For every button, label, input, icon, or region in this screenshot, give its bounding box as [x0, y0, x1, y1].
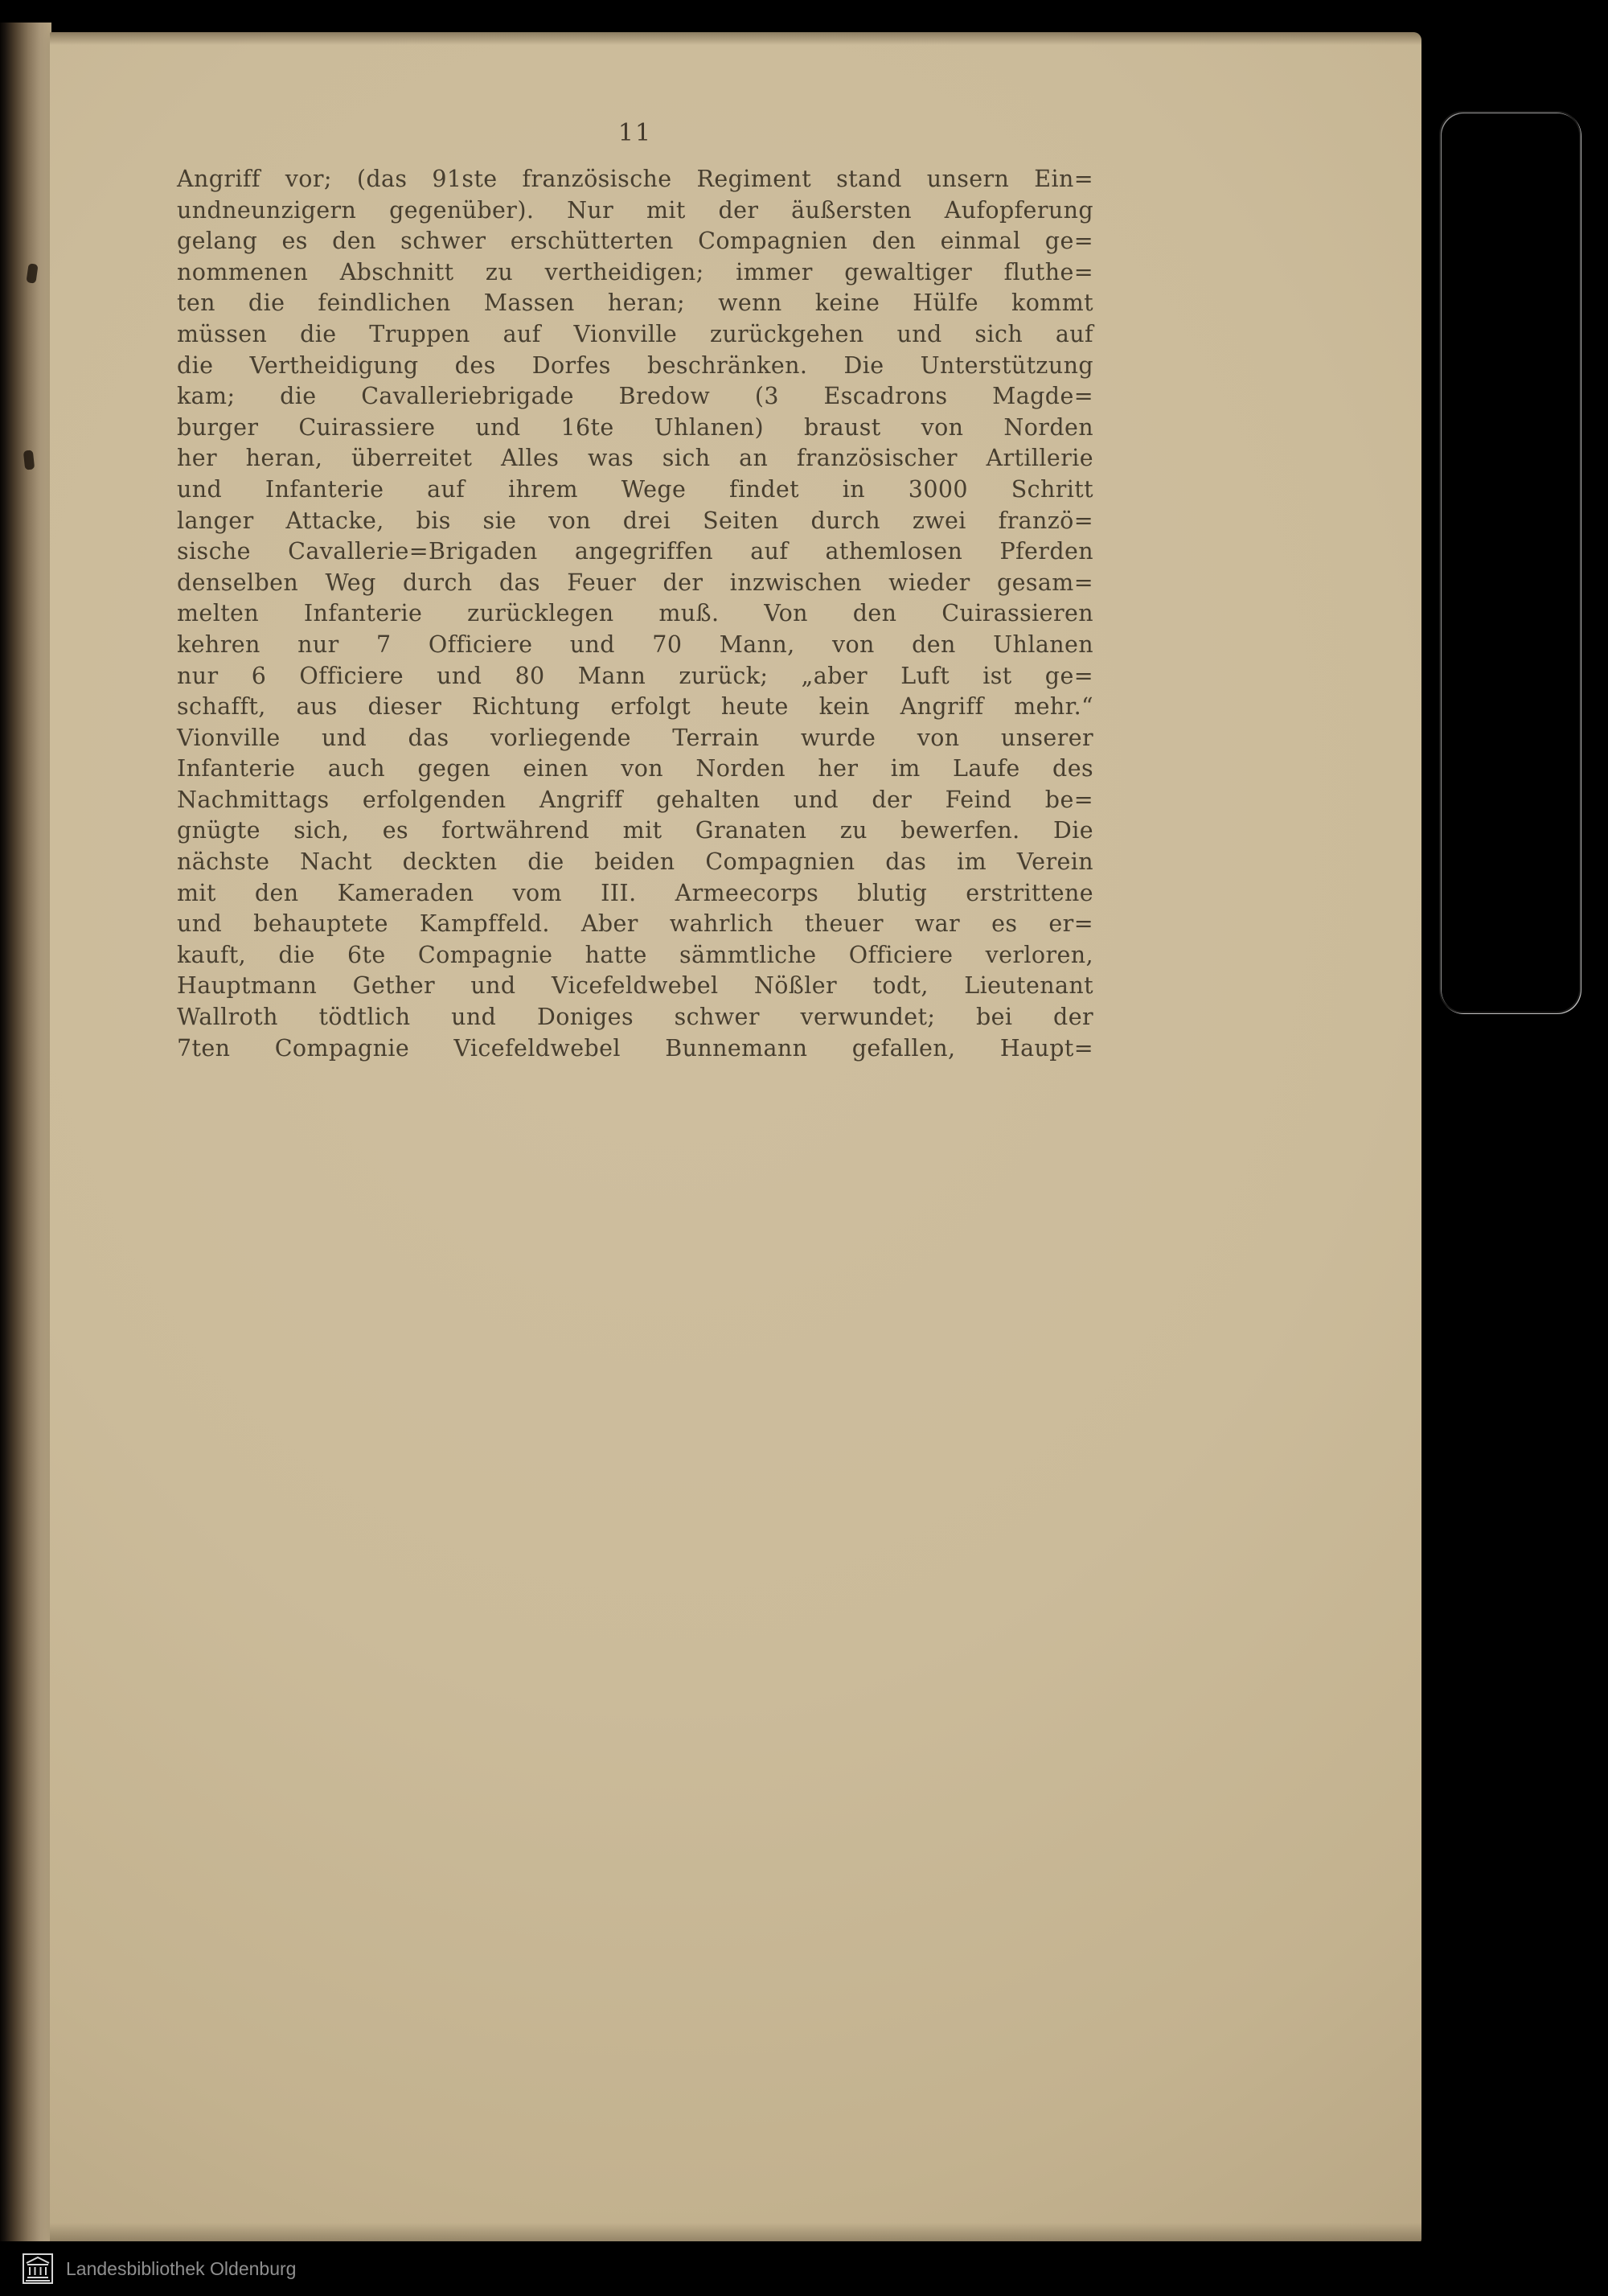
text-line: Vionville und das vorliegende Terrain wurde von unserer — [177, 724, 1093, 751]
text-line: ten die feindlichen Massen heran; wenn keine Hülfe kommt — [177, 290, 1093, 317]
text-line: nächste Nacht deckten die beiden Compagnien das im Verein — [177, 848, 1093, 876]
watermark-bar — [0, 2241, 1608, 2296]
text-line: denselben Weg durch das Feuer der inzwischen wieder gesam= — [177, 569, 1093, 596]
page-number: 11 — [617, 119, 653, 147]
text-line: Hauptmann Gether und Vicefeldwebel Nößler todt, Lieutenant — [177, 972, 1093, 1000]
text-line: gelang es den schwer erschütterten Compagnien den einmal ge= — [177, 228, 1093, 255]
text-line: kauft, die 6te Compagnie hatte sämmtliche Officiere verloren, — [177, 941, 1093, 968]
text-line: 7ten Compagnie Vicefeldwebel Bunnemann gefallen, Haupt= — [177, 1034, 1093, 1062]
text-line: Infanterie auch gegen einen von Norden her im Laufe des — [177, 755, 1093, 782]
text-line: sische Cavallerie=Brigaden angegriffen auf athemlosen Pferden — [177, 538, 1093, 565]
text-line: Nachmittags erfolgenden Angriff gehalten und der Feind be= — [177, 786, 1093, 813]
text-line: burger Cuirassiere und 16te Uhlanen) braust von Norden — [177, 413, 1093, 441]
text-line: und behauptete Kampffeld. Aber wahrlich theuer war es er= — [177, 910, 1093, 938]
page-text — [177, 164, 1093, 1064]
text-line: langer Attacke, bis sie von drei Seiten durch zwei franzö= — [177, 507, 1093, 534]
text-line: her heran, überreitet Alles was sich an französischer Artillerie — [177, 445, 1093, 472]
library-name: Landesbibliothek Oldenburg — [66, 2257, 297, 2279]
text-line: und Infanterie auf ihrem Wege findet in 3000 Schritt — [177, 475, 1093, 503]
library-logo-icon — [21, 2252, 55, 2286]
binding-stitch — [23, 450, 35, 470]
text-line: Wallroth tödtlich und Doniges schwer verwundet; bei der — [177, 1004, 1093, 1031]
text-line: nur 6 Officiere und 80 Mann zurück; „aber Luft ist ge= — [177, 662, 1093, 689]
text-line: kam; die Cavalleriebrigade Bredow (3 Escadrons Magde= — [177, 383, 1093, 410]
text-line: die Vertheidigung des Dorfes beschränken. Die Unterstützung — [177, 351, 1093, 379]
book-binding-edge — [0, 23, 51, 2244]
text-line: undneunzigern gegenüber). Nur mit der äußersten Aufopferung — [177, 196, 1093, 224]
binding-stitch — [26, 263, 38, 283]
text-line: melten Infanterie zurücklegen muß. Von den Cuirassieren — [177, 600, 1093, 627]
embossed-frame — [1439, 111, 1581, 1013]
text-line: nommenen Abschnitt zu vertheidigen; immer gewaltiger fluthe= — [177, 258, 1093, 285]
book-page — [50, 32, 1421, 2244]
text-line: kehren nur 7 Officiere und 70 Mann, von den Uhlanen — [177, 630, 1093, 658]
text-line: schafft, aus dieser Richtung erfolgt heute kein Angriff mehr.“ — [177, 693, 1093, 721]
text-line: gnügte sich, es fortwährend mit Granaten zu bewerfen. Die — [177, 817, 1093, 844]
text-line: müssen die Truppen auf Vionville zurückgehen und sich auf — [177, 320, 1093, 347]
text-line: mit den Kameraden vom III. Armeecorps blutig erstrittene — [177, 879, 1093, 906]
text-line: Angriff vor; (das 91ste französische Regiment stand unsern Ein= — [177, 166, 1093, 192]
